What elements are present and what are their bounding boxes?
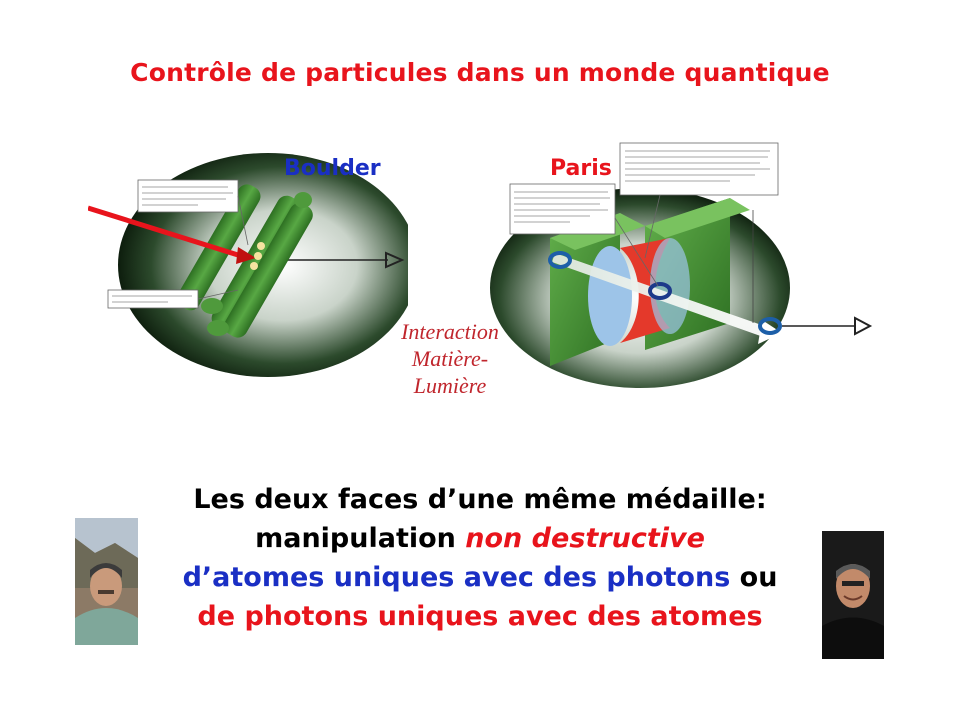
- interaction-caption: [380, 318, 520, 399]
- summary-line-3-suffix: ou: [730, 562, 778, 593]
- portrait-right: [822, 531, 884, 659]
- interaction-line-3: Lumière: [413, 373, 487, 398]
- interaction-line-2: Matière-: [411, 346, 489, 371]
- interaction-line-1: Interaction: [401, 319, 499, 344]
- boulder-ion-trap-figure: [88, 150, 408, 385]
- paris-label: Paris: [550, 156, 612, 181]
- ion-trap-illustration: [88, 150, 408, 385]
- summary-line-2: [130, 519, 830, 558]
- paris-cavity-figure: [470, 138, 890, 390]
- summary-text: [130, 480, 830, 636]
- portrait-left: [75, 518, 138, 645]
- slide-title: Contrôle de particules dans un monde quantique: [130, 58, 830, 87]
- atoms-with-photons: d’atomes uniques avec des photons: [182, 562, 731, 593]
- summary-line-1: Les deux faces d’une même médaille:: [193, 484, 767, 515]
- photon-cavity-illustration: [470, 138, 890, 390]
- boulder-label: Boulder: [284, 156, 381, 181]
- summary-line-2-prefix: manipulation: [255, 523, 466, 554]
- summary-line-3: [130, 558, 830, 597]
- non-destructive-emphasis: non destructive: [465, 523, 705, 554]
- summary-line-4: de photons uniques avec des atomes: [197, 601, 763, 632]
